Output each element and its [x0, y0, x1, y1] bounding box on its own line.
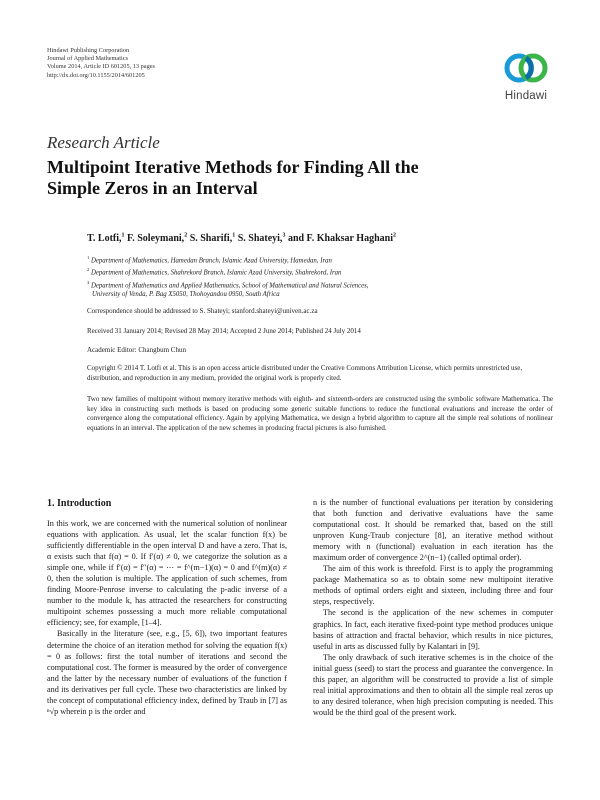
- affiliation: University of Venda, P. Bag X5050, Thohoyandou 0950, South Africa: [92, 290, 280, 298]
- paragraph: The aim of this work is threefold. First is to apply the programming package Mathematica so as to obtain some new multipoint iterative methods of optimal orders eight and sixteen, including three and four steps, respectively.: [313, 564, 553, 607]
- copyright-notice: Copyright © 2014 T. Lotfi et al. This is an open access article distributed under the Creative Commons Attribution License, which permits unrestricted use, distribution, and reproduction in any medium, provided the original work is properly cited.: [87, 364, 523, 382]
- left-column: [47, 498, 287, 717]
- right-column: [313, 497, 553, 718]
- dates: Received 31 January 2014; Revised 28 May 2014; Accepted 2 June 2014; Published 24 July 2014: [87, 327, 361, 335]
- paragraph: The second is the application of the new schemes in computer graphics. In fact, each iterative fixed-point type method produces unique basins of attraction and fractal behavior, which results in nice pictures, useful in arts as discussed fully by Kalantari in [9].: [313, 608, 553, 651]
- journal-header: [47, 47, 155, 80]
- article-type: Research Article: [47, 133, 160, 152]
- paragraph: n is the number of functional evaluations per iteration by considering that both function and derivative evaluations have the same computational cost. It should be remarked that, based on the still unproven Kung-Traub conjecture [8], an iterative method without memory with n (functional) evaluation in each iteration has the maximum order of convergence 2^(n−1) (called optimal order).: [313, 498, 553, 563]
- hindawi-logo: [496, 46, 556, 108]
- affiliation: $^2$ Department of Mathematics, Shahrekord Branch, Islamic Azad University, Shahrekord, Iran: [87, 267, 342, 277]
- author-list: [87, 233, 396, 244]
- author: T. Lotfi,$^1$: [87, 233, 125, 245]
- publisher-name: Hindawi Publishing Corporation: [47, 47, 130, 54]
- author: S. Shateyi,$^3$: [237, 233, 286, 245]
- author: F. Soleymani,$^2$: [127, 233, 188, 245]
- author: and F. Khaksar Haghani$^2$: [287, 233, 396, 245]
- journal-name: Journal of Applied Mathematics: [47, 55, 128, 63]
- affiliations: [87, 253, 369, 299]
- paragraph: Basically in the literature (see, e.g., [5, 6]), two important features determine the choice of an iteration method for solving the equation f(x) = 0 as follows: first the total number of iterations and second the computational cost. The former is measured by the order of convergence and the latter by the necessary number of evaluations of the function f and its derivatives per full cycle. These two characteristics are linked by the concept of computational efficiency index, defined by Traub in [7] as ⁿ√p wherein p is the order and: [47, 629, 287, 716]
- volume-line: Volume 2014, Article ID 601205, 13 pages: [47, 63, 155, 71]
- logo-wordmark: Hindawi: [504, 90, 548, 102]
- author: S. Sharifi,$^1$: [189, 233, 236, 245]
- correspondence: Correspondence should be addressed to S. Shateyi; stanford.shateyi@univen.ac.za: [87, 307, 318, 315]
- paper-title: Multipoint Iterative Methods for Finding All the Simple Zeros in an Interval: [47, 157, 419, 198]
- hindawi-rings-icon: [496, 46, 556, 90]
- paragraph: In this work, we are concerned with the numerical solution of nonlinear equations with application. As usual, let the scalar function f(x) be sufficiently differentiable in the open interval D and have a zero. That is, α exists such that f(α) = 0. If f′(α) ≠ 0, we categorize the solution as a simple one, while if f′(α) = f′′(α) = ⋯ = f^(m−1)(α) = 0 and f^(m)(α) ≠ 0, then the solution is multiple. The application of such schemes, from finding Moore-Penrose inverse to calculating the p-adic inverse of a number to the module k, has attracted the researchers for constructing multipoint schemes possessing a much more reliable computational efficiency; see, for example, [1–4].: [47, 519, 287, 628]
- abstract: Two new families of multipoint without memory iterative methods with eighth- and sixteenth-orders are constructed using the symbolic software Mathematica. The key idea in constructing such methods is based on producing some generic suitable functions to reduce the functional evaluations and increase the order of convergence along the computational efficiency. Again by applying Mathematica, we design a hybrid algorithm to capture all the simple real solutions of nonlinear equations in an interval. The application of the new schemes in producing fractal pictures is also furnished.: [87, 395, 553, 432]
- doi-link[interactable]: http://dx.doi.org/10.1155/2014/601205: [47, 71, 145, 79]
- paragraph: The only drawback of such iterative schemes is in the choice of the initial guess (seed) to start the process and guarantee the convergence. In this paper, an algorithm will be constructed to provide a list of simple real initial approximations and then to obtain all the simple real zeros up to any desired tolerance, when high precision computing is needed. This would be the third goal of the present work.: [313, 652, 553, 717]
- affiliation: $^1$ Department of Mathematics, Hamedan Branch, Islamic Azad University, Hamedan, Iran: [87, 255, 332, 265]
- academic-editor: Academic Editor: Changbum Chun: [87, 346, 186, 354]
- section-title: 1. Introduction: [47, 498, 112, 509]
- affiliation: $^3$ Department of Mathematics and Applied Mathematics, School of Mathematical and Natural Sciences,: [87, 279, 369, 289]
